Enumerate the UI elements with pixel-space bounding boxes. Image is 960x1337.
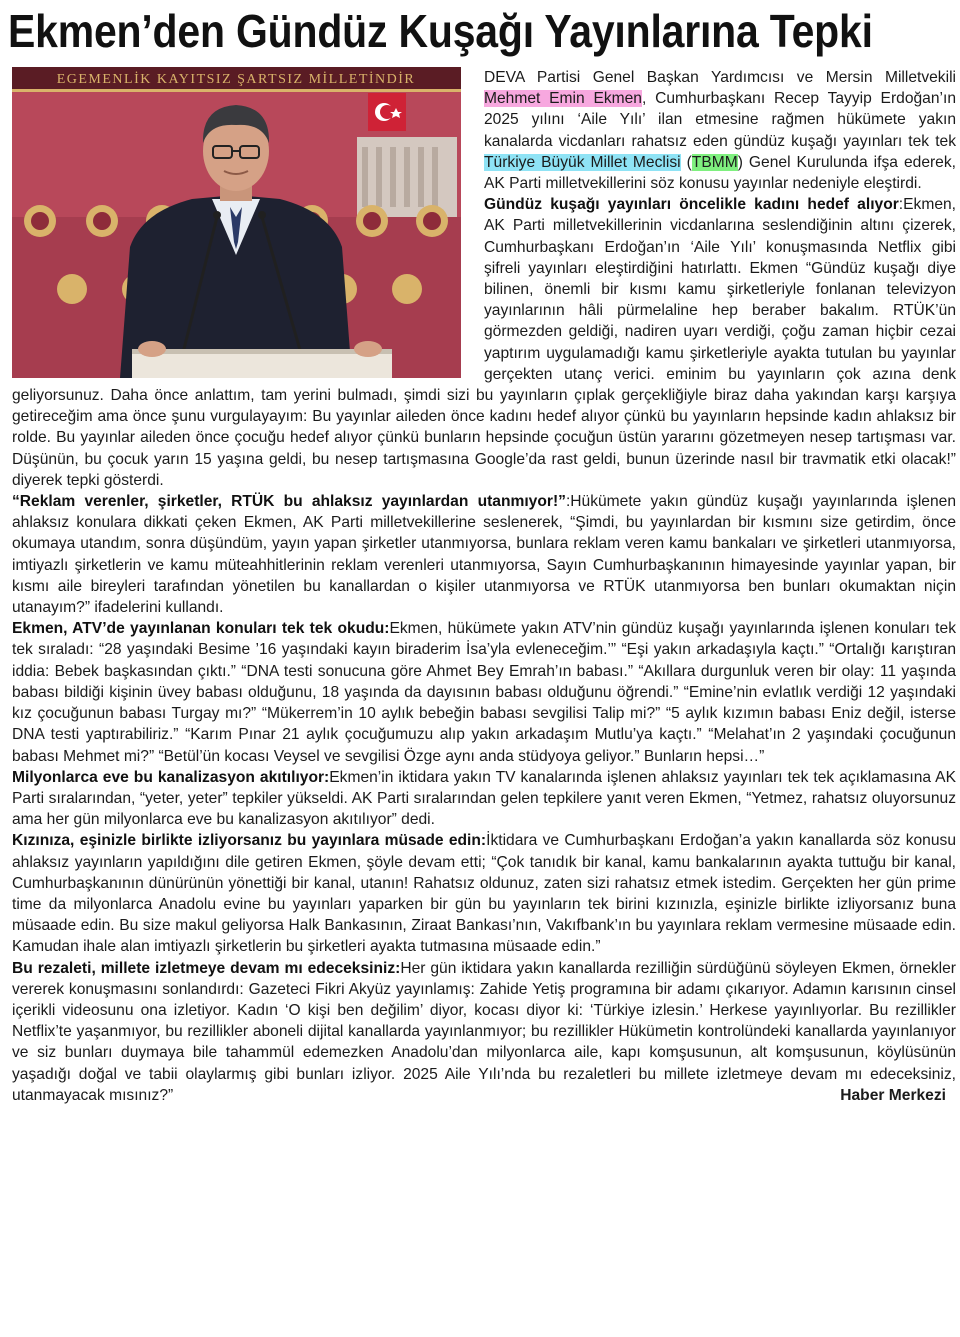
- paragraph-text: Ekmen, hükümete yakın ATV’nin gündüz kuşağı yayınlarında işlenen konuları tek tek sıraladı: “28 yaşındaki Besime ’16 yaşındaki kayın biraderim İsa’yla evleneceğim.’” “Eşi yakın arkadaşıyla kaçtı.” “Ortalığı karıştıran iddia: Bebek başkasından çıktı.” “DNA testi sonucuna göre Ahmet Bey Emrah’ın babası.” “Akıllara durgunluk veren bir olay: 11 yaşında babası bildiği kişinin üvey babası olduğunu, 18 yaşında da dayısının babası olduğunu öğrendi.” “Emine’nin evlatlık verdiği 12 yaşındaki kız çocuğunun babası Turgay mı?” “Mükerrem’in 10 aylık bebeğin babası sevgilisi Talip mi?” “5 aylık kızımın babası Eniz değil, isterse DNA testi yaptırabiliriz.” “Karım Pınar 21 aylık çocuğumuzu alıp yakın arkadaşım Mutlu’ya kaçtı.” “Melahat’ın 2 yaşındaki çocuğunun babası Mehmet mi?” “Betül’ün kocası Veysel ve sevgilisi Özge aynı anda stüdyoya geliyor.” Bunların hepsi…”: [12, 620, 956, 765]
- highlight-tbmm-abbr: TBMM: [691, 153, 738, 171]
- paragraph-text: İktidara ve Cumhurbaşkanı Erdoğan’a yakın kanallarda söz konusu ahlaksız yayınların yapıldığını dile getiren Ekmen, şöyle devam etti; “Çok tanıdık bir kanal, kamu bankalarının ayakta tuttuğu bir kanal, Cumhurbaşkanının dünürünün yönettiği bir kanal, utanın! Rahatsız oldunuz, zaten sizi rahatsız etmek istedim. Gerçekten her gün prime time da milyonlarca Anadolu evine bu yayınları yaparken bir gün bu yayınların tek birini kızınızla, eşinizle birlikte izliyorsanız buna müsaade edin. Bu size makul geliyorsa Halk Bankasının, Ziraat Bankası’nın, Vakıfbank’ın bu yayınlara reklam vermesine müsaade edin. Kamudan ihale alan imtiyazlı şirketlerin bu şirketleri ayakta tutmasına müsaade edin.”: [12, 832, 956, 956]
- subheading: Gündüz kuşağı yayınları öncelikle kadını hedef alıyor: [484, 196, 899, 214]
- subheading: Ekmen, ATV’de yayınlanan konuları tek tek okudu:: [12, 620, 390, 638]
- paragraph-4: [12, 618, 956, 766]
- highlight-tbmm-full: Türkiye Büyük Millet Meclisi: [484, 153, 681, 171]
- paragraph-6: [12, 830, 956, 957]
- paragraph-5: [12, 767, 956, 831]
- subheading: Milyonlarca eve bu kanalizasyon akıtılıyor:: [12, 768, 330, 786]
- subheading: “Reklam verenler, şirketler, RTÜK bu ahlaksız yayınlardan utanmıyor!”: [12, 493, 566, 511]
- banner-text: EGEMENLİK KAYITSIZ ŞARTSIZ MİLLETİNDİR: [56, 72, 416, 87]
- paragraph-text: Ekmen’in iktidara yakın TV kanalarında işlenen ahlaksız yayınları tek tek açıklamasına AK Parti sıralarından, “yeter, yeter” tepkiler yükseldi. AK Parti sıralarından gelen tepkilere yanıt veren Ekmen, “Yetmez, rahatsız oluyorsunuz ama her gün milyonlarca eve bu kanalizasyon akıtılıyor” dedi.: [12, 768, 956, 829]
- paragraph-text: :Ekmen, AK Parti milletvekillerinin vicdanlarına seslendiğinin altını çizerek, Cumhurbaşkanı Erdoğan’ın ‘Aile Yılı’ konuşmasında Netflix gibi şifreli yayınları eleştirdiğini hatırlattı. Ekmen “Gündüz kuşağı diye bilinen, önemli bir kısmı kamu şirketleriyle fonlanan televizyon yayınlarının hâli pürmelaline hep beraber bakalım. RTÜK’ün görmezden geldiği, nadiren uyarı verdiği, çoğu zaman hiçbir cezai yaptırım uygulamadığı kamu şirketleriyle ayakta tutulan bu yayınlar gerçekten utanç verici. eminim bu yayınların çok azına denk geliyorsunuz. Daha önce anlattım, tam yerini bulmadı, şimdi sizi bu yayınların çıplak gerçekliğiyle biraz daha yakından karşı karşıya getireceğim ama önce şunu vurgulayayım: Bu yayınlar aileden önce kadını hedef alıyor çünkü bu yayınların hepsinde kadın ahlaksız bir rolde. Bu yayınlar aileden önce çocuğu hedef alıyor çünkü bunların hepsinde çocuğun üstün yararını gözetmeyen nesep tartışması var. Düşünün, bu çocuk yarın 15 yaşına geldi, bu nesep tartışmasına Google’da rast geldi, bunun üzerinde nasıl bir travmatik etki olacak!” diyerek tepki gösterdi.: [12, 196, 956, 489]
- highlight-name: Mehmet Emin Ekmen: [484, 90, 642, 108]
- byline-credit: Haber Merkezi: [840, 1086, 946, 1104]
- subheading: Bu rezaleti, millete izletmeye devam mı edeceksiniz:: [12, 959, 401, 977]
- text-run: DEVA Partisi Genel Başkan Yardımcısı ve Mersin Milletvekili: [484, 69, 956, 86]
- paragraph-text: Her gün iktidara yakın kanallarda rezilliğin sürdüğünü söyleyen Ekmen, örnekler vererek konuşmasını sonlandırdı: Gazeteci Fikri Akyüz yayınlamış: Zahide Yetiş programına bir adamı çıkarıyor. Adamın karısının cinsel içerikli videosunu ona izletiyor. Kadın ‘O kişi ben değilim’ diyor, kocası diyor ki: ‘Türkiye izlesin.’ Herkese yayınlıyorlar. Bu rezillikler Netflix’te yaşanmıyor, bu rezillikler aboneli dijital kanallarda yayınlanmıyor; bu rezillikler Hükümetin kontrolündeki kanallarda yayınlanıyor ve siz bunları duymaya bile tahammül edemezken Anadolu’dan milyonlarca aile, kapı komşusunun, alt komşusunun, köylüsünün yaşadığı doğal ve tabii olaylarmış gibi bunları izliyor. 2025 Aile Yılı’nda bu rezaletleri bu millete izletmeye devam mı edeceksiniz, utanmayacak mısınız?”: [12, 959, 956, 1104]
- headline: Ekmen’den Gündüz Kuşağı Yayınlarına Tepki: [8, 5, 873, 57]
- text-run: (: [680, 153, 692, 171]
- text-run: , Cumhurbaşkanı Recep Tayyip Erdoğan’ın 2025 yılını ‘Aile Yılı’ ilan etmesine rağmen hükümete yakın kanalarda vicdanları rahatsız eden gündüz kuşağı yayınları tek tek: [484, 90, 956, 150]
- paragraph-7: [12, 958, 956, 1106]
- photo-spacer: [12, 67, 472, 385]
- subheading: Kızınıza, eşinizle birlikte izliyorsanız bu yayınlara müsade edin:: [12, 832, 487, 850]
- text-run: ) Genel Kurulunda ifşa ederek, AK Parti milletvekillerini söz konusu yayınlar nedeniyle eleştirdi.: [484, 153, 956, 193]
- article-body: [12, 67, 956, 1106]
- paragraph-3: [12, 491, 956, 618]
- paragraph-text: :Hükümete yakın gündüz kuşağı yayınlarında işlenen ahlaksız konulara dikkati çeken Ekmen, AK Parti milletvekillerine seslenerek, “Şimdi, bu yayınlardan bir kısmını size getirdim, önce okumaya utandım, sonra düşündüm, yayın yapan şirketler utanmıyorsa, bunlara reklam veren kamu bankaları ve şirketleri utanmıyorsa, imtiyazlı şirketlerin ve kamu müteahhitlerinin reklam verenleri utanmıyorsa, Sayın Cumhurbaşkanının himayesinde yayınlar yapan, bir kısmı aile bireyleri tarafından yönetilen bu kanallardan o kişiler utanmıyorsa ve RTÜK utanmıyorsa ben bunları okumaktan niçin utanayım?” ifadelerini kullandı.: [12, 493, 956, 617]
